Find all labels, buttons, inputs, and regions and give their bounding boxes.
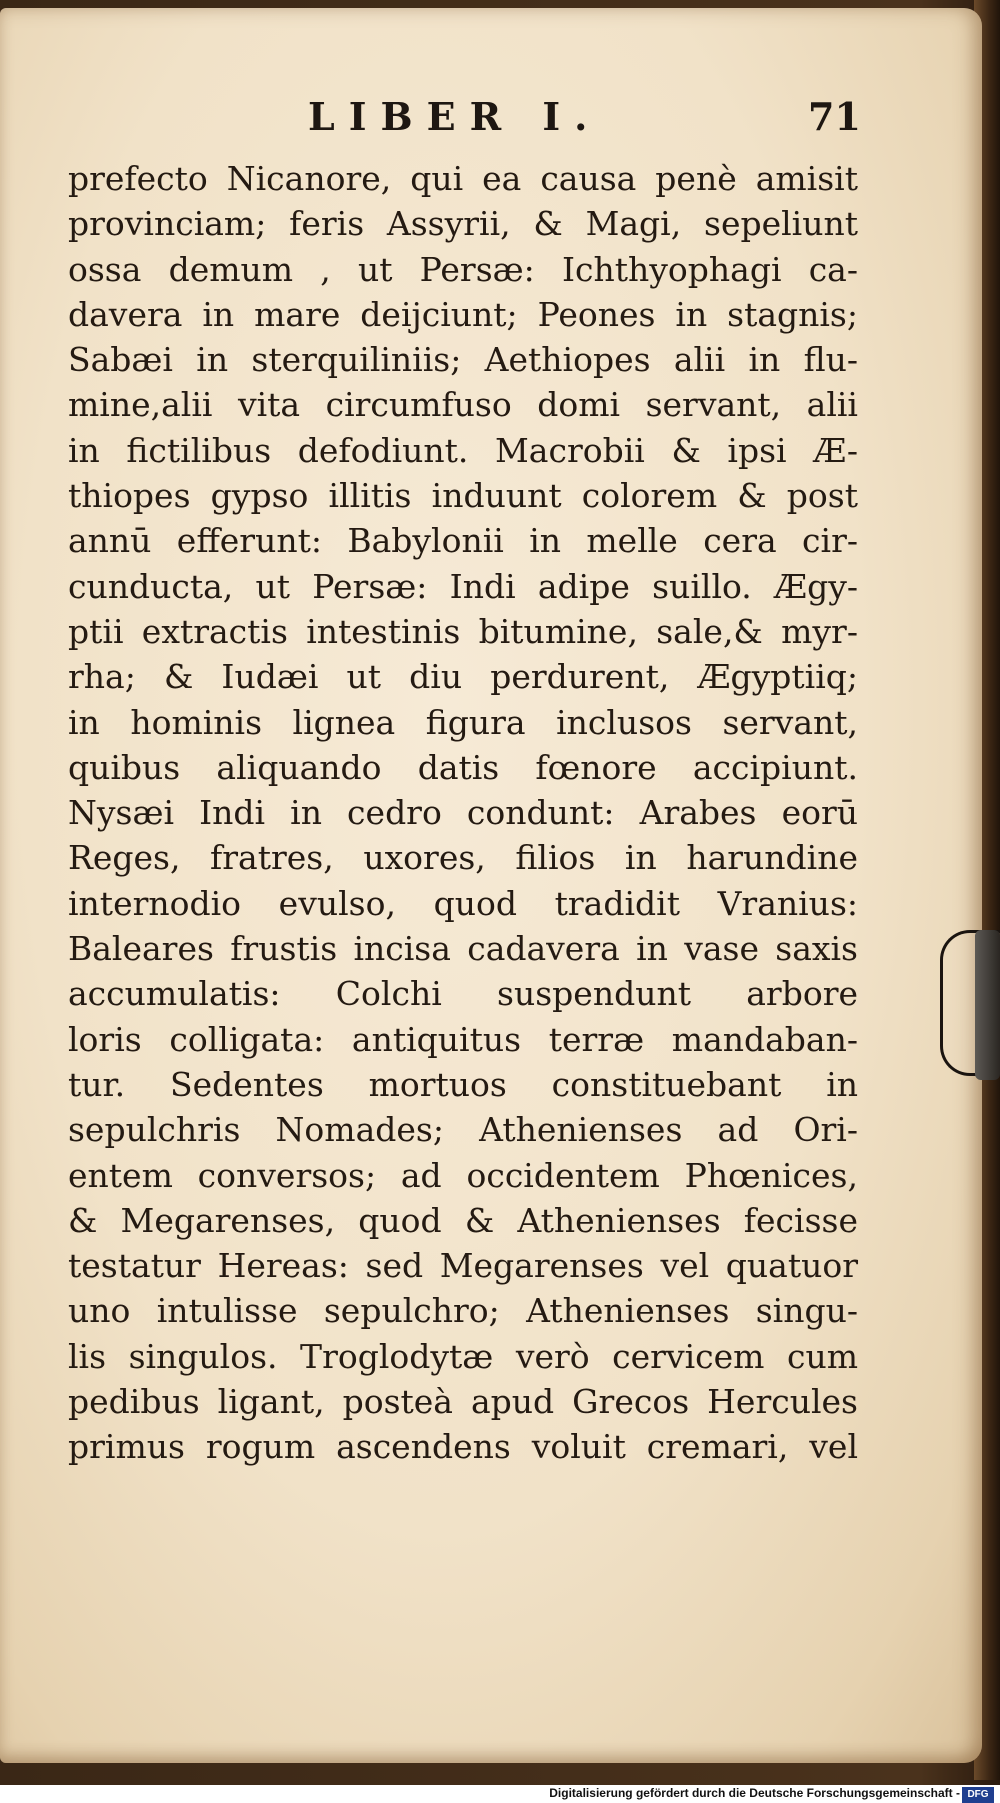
text-line: sepulchris Nomades; Athenienses ad Ori- bbox=[68, 1110, 858, 1150]
text-line: ossa demum , ut Persæ: Ichthyophagi ca- bbox=[68, 249, 858, 289]
text-line: Baleares frustis incisa cadavera in vase saxis bbox=[68, 929, 858, 969]
text-line: Nysæi Indi in cedro condunt: Arabes eorū bbox=[68, 793, 858, 833]
text-line: accumulatis: Colchi suspendunt arbore bbox=[68, 974, 858, 1014]
text-line: in hominis lignea figura inclusos servant, bbox=[68, 702, 858, 742]
running-title: LIBER I. bbox=[308, 94, 602, 139]
text-line: lis singulos. Troglodytæ verò cervicem cum bbox=[68, 1336, 858, 1376]
book-clasp-bar bbox=[975, 930, 1000, 1080]
text-line: cunducta, ut Persæ: Indi adipe suillo. Ægy- bbox=[68, 566, 858, 606]
text-line: pedibus ligant, posteà apud Grecos Hercules bbox=[68, 1382, 858, 1422]
text-line: loris colligata: antiquitus terræ mandaban- bbox=[68, 1019, 858, 1059]
text-line: entem conversos; ad occidentem Phœnices, bbox=[68, 1155, 858, 1195]
funding-note: Digitalisierung gefördert durch die Deutsche Forschungsgemeinschaft - bbox=[549, 1786, 960, 1800]
text-line: rha; & Iudæi ut diu perdurent, Ægyptiiq; bbox=[68, 657, 858, 697]
text-line: testatur Hereas: sed Megarenses vel quatuor bbox=[68, 1246, 858, 1286]
digitization-footer bbox=[0, 1785, 1000, 1803]
text-line: quibus aliquando datis fœnore accipiunt. bbox=[68, 747, 858, 787]
text-line: thiopes gypso illitis induunt colorem & post bbox=[68, 476, 858, 516]
text-line: davera in mare deijciunt; Peones in stagnis; bbox=[68, 294, 858, 334]
text-line: in fictilibus defodiunt. Macrobii & ipsi Æ- bbox=[68, 430, 858, 470]
text-line: Sabæi in sterquiliniis; Aethiopes alii in flu- bbox=[68, 340, 858, 380]
book-page bbox=[0, 8, 982, 1763]
text-line: Reges, fratres, uxores, filios in harundine bbox=[68, 838, 858, 878]
text-line: & Megarenses, quod & Athenienses fecisse bbox=[68, 1200, 858, 1240]
text-line: annū efferunt: Babylonii in melle cera cir- bbox=[68, 521, 858, 561]
page-number: 71 bbox=[808, 94, 861, 139]
page-header bbox=[0, 94, 982, 144]
body-text bbox=[68, 156, 858, 1470]
text-line: prefecto Nicanore, qui ea causa penè amisit bbox=[68, 159, 858, 198]
text-line: tur. Sedentes mortuos constituebant in bbox=[68, 1064, 858, 1104]
text-line: internodio evulso, quod tradidit Vranius: bbox=[68, 883, 858, 923]
text-line: primus rogum ascendens voluit cremari, vel bbox=[68, 1427, 858, 1467]
dfg-logo: DFG bbox=[962, 1787, 994, 1803]
text-line: ptii extractis intestinis bitumine, sale,& myr- bbox=[68, 611, 858, 651]
text-line: provinciam; feris Assyrii, & Magi, sepeliunt bbox=[68, 204, 858, 244]
text-line: uno intulisse sepulchro; Athenienses singu- bbox=[68, 1291, 858, 1331]
text-line: mine,alii vita circumfuso domi servant, alii bbox=[68, 385, 858, 425]
